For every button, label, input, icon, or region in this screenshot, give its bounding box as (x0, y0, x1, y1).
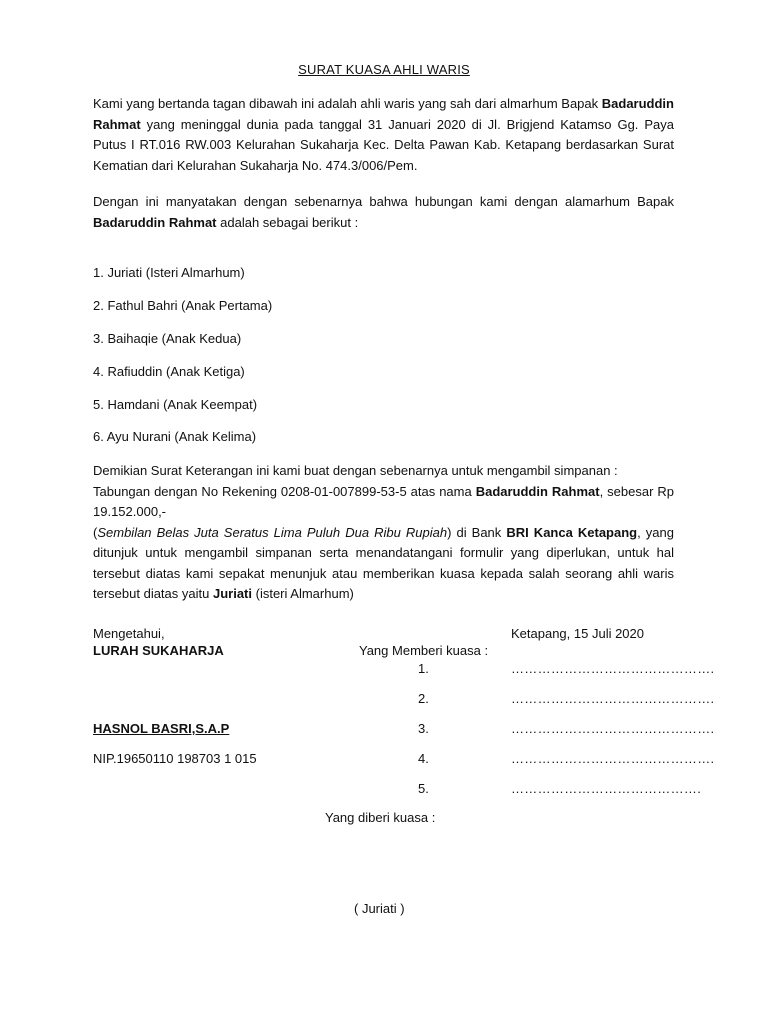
heir-list-item: 5. Hamdani (Anak Keempat) (93, 397, 258, 412)
deceased-name: Badaruddin Rahmat (93, 96, 674, 132)
grantee-label: Yang diberi kuasa : (325, 810, 436, 825)
grantor-number: 1. (418, 661, 429, 676)
heir-list-item: 4. Rafiuddin (Anak Ketiga) (93, 364, 245, 379)
signature-line: ………………………………………. (511, 751, 715, 766)
signature-line: ………………………………………. (511, 721, 715, 736)
purpose-line-3: , yang ditunjuk untuk mengambil simpanan serta menandatangani formulir yang diperlukan, untuk hal tersebut diatas kami sepakat menunjuk atau memberikan kuasa kepada salah seorang ahli waris tersebut diatas yaitu (93, 524, 674, 601)
amount-in-words: Sembilan Belas Juta Seratus Lima Puluh Dua Ribu Rupiah (97, 524, 448, 540)
statement-text-2: adalah sebagai berikut : (220, 214, 359, 230)
known-by-label: Mengetahui, (93, 626, 165, 641)
intro-text-1: Kami yang bertanda tagan dibawah ini adalah ahli waris yang sah dari almarhum Bapak (93, 96, 599, 111)
bank-name: BRI Kanca Ketapang (506, 524, 638, 540)
bank-prefix: ) di Bank (447, 524, 502, 540)
grantor-number: 5. (418, 781, 429, 796)
grantor-number: 3. (418, 721, 429, 736)
purpose-account-text: Tabungan dengan No Rekening 0208-01-007899-53-5 atas nama (93, 483, 472, 499)
document-title: SURAT KUASA AHLI WARIS (298, 62, 470, 77)
heir-list-item: 3. Baihaqie (Anak Kedua) (93, 331, 242, 346)
grantors-label: Yang Memberi kuasa : (359, 643, 489, 658)
purpose-amount: , sebesar Rp 19.152.000,- (93, 483, 674, 519)
purpose-paragraph (93, 461, 674, 605)
signature-line: ………………………………………. (511, 661, 715, 676)
attorney-relation: (isteri Almarhum) (255, 586, 354, 601)
attorney-name: Juriati (212, 586, 252, 601)
lurah-title: LURAH SUKAHARJA (93, 643, 224, 658)
grantee-name: ( Juriati ) (354, 901, 405, 916)
official-nip: NIP.19650110 198703 1 015 (93, 751, 257, 766)
heir-list-item: 2. Fathul Bahri (Anak Pertama) (93, 298, 273, 313)
heir-list-item: 1. Juriati (Isteri Almarhum) (93, 265, 245, 280)
statement-paragraph (93, 192, 674, 233)
grantor-number: 4. (418, 751, 429, 766)
heir-list-item: 6. Ayu Nurani (Anak Kelima) (93, 429, 257, 444)
intro-text-2: yang meninggal dunia pada tanggal 31 Januari 2020 di Jl. Brigjend Katamso Gg. Paya Putus I RT.016 RW.003 Kelurahan Sukaharja Kec. Delta Pawan Kab. Ketapang berdasarkan Surat Kematian dari Kelurahan Sukaharja No. 474.3/006/Pem. (93, 116, 674, 173)
purpose-line-1: Demikian Surat Keterangan ini kami buat dengan sebenarnya untuk mengambil simpanan : (93, 463, 618, 478)
statement-deceased-name: Badaruddin Rahmat (93, 214, 217, 230)
intro-paragraph (93, 94, 674, 176)
place-date: Ketapang, 15 Juli 2020 (511, 626, 644, 641)
statement-text-1: Dengan ini manyatakan dengan sebenarnya bahwa hubungan kami dengan alamarhum Bapak (93, 194, 674, 209)
signature-line: ……………………………………. (511, 781, 702, 796)
signature-line: ………………………………………. (511, 691, 715, 706)
official-name: HASNOL BASRI,S.A.P (93, 721, 230, 736)
grantor-number: 2. (418, 691, 429, 706)
paren-open: ( (93, 524, 98, 540)
account-holder-name: Badaruddin Rahmat (475, 483, 600, 499)
